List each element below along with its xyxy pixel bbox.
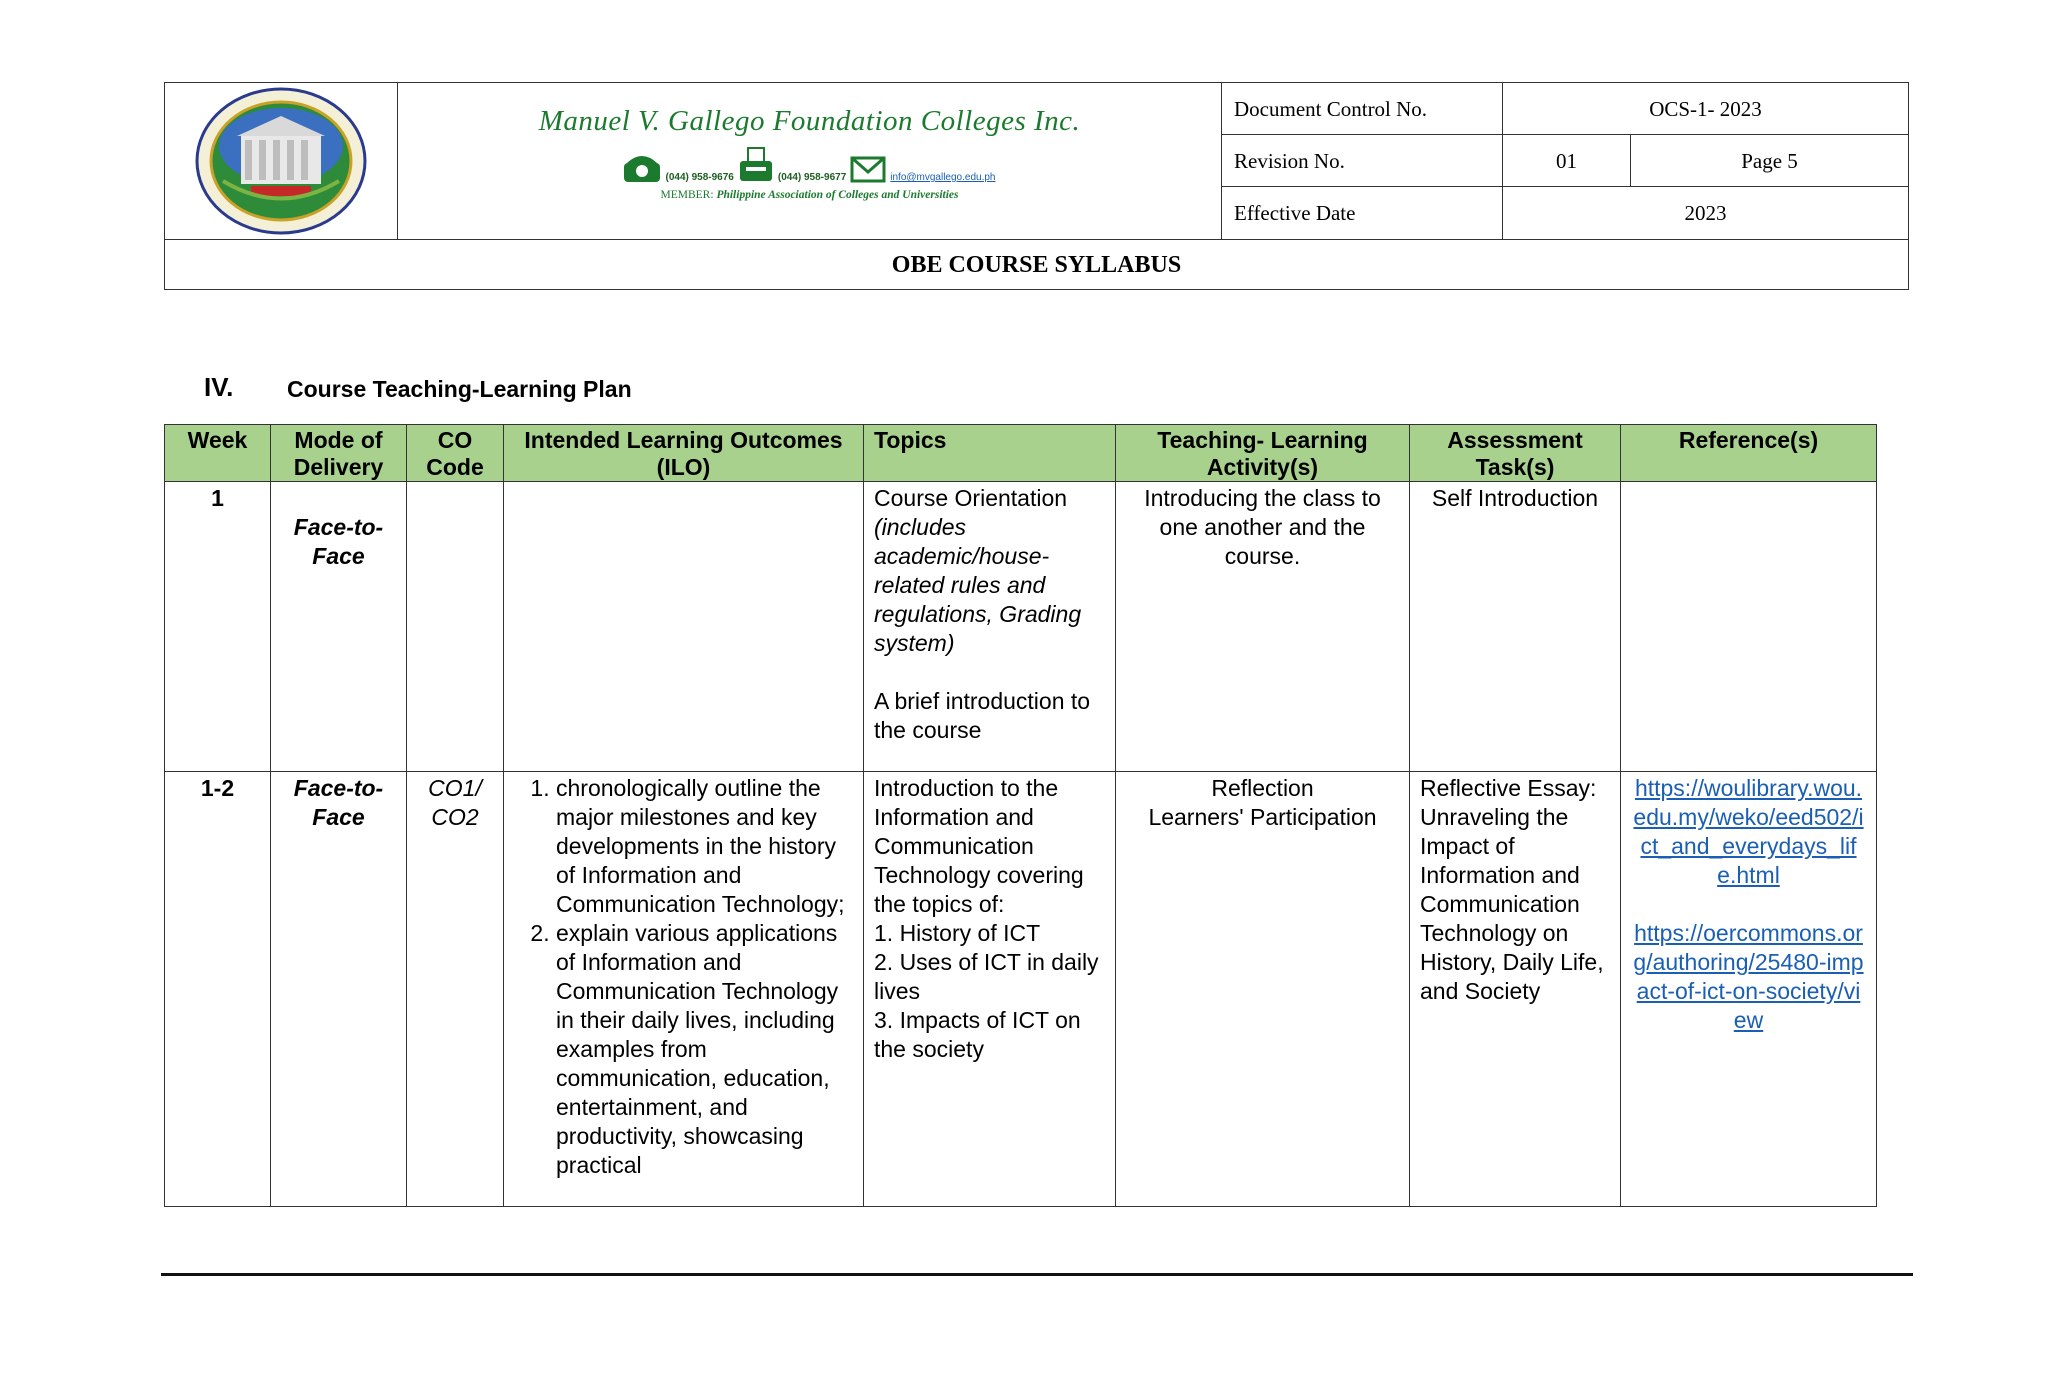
member-organization: Philippine Association of Colleges and Universities [716, 189, 959, 201]
co-code-cell: CO1/ CO2 [407, 772, 504, 1207]
effective-date-value: 2023 [1684, 201, 1727, 225]
activity-cell: Introducing the class to one another and the course. [1116, 482, 1410, 772]
week-cell: 1 [165, 482, 271, 772]
topics-cell [864, 482, 1116, 772]
reference-cell [1621, 772, 1877, 1207]
table-row [165, 482, 1877, 772]
topics-cell [864, 772, 1116, 1207]
contact-row [398, 145, 1221, 183]
topic-list-item: 3. Impacts of ICT on the society [874, 1007, 1081, 1062]
ilo-item: 2. explain various applications of Information and Communication Technology in their daily lives, including examples from communication, education, entertainment, and productivity, showcasing practical [556, 919, 853, 1180]
syllabus-title: OBE COURSE SYLLABUS [165, 239, 1908, 291]
header-ilo: Intended Learning Outcomes (ILO) [504, 425, 864, 482]
teaching-learning-plan-table [164, 424, 1877, 1207]
revision-row [1222, 135, 1908, 187]
assessment-cell: Self Introduction [1410, 482, 1621, 772]
topic-list-item: 1. History of ICT [874, 920, 1041, 946]
ilo-item: 1. chronologically outline the major milestones and key developments in the history of Information and Communication Technology; [556, 774, 853, 919]
membership-line [398, 189, 1221, 201]
mode-cell: Face-to-Face [271, 772, 407, 1207]
week-cell: 1-2 [165, 772, 271, 1207]
topic-list-item: 2. Uses of ICT in daily lives [874, 949, 1099, 1004]
document-header [164, 82, 1909, 290]
header-assessment: Assessment Task(s) [1410, 425, 1621, 482]
reference-link[interactable]: https://woulibrary.wou.edu.my/weko/eed502/ict_and_everydays_life.html [1633, 775, 1864, 888]
topic-note: (includes academic/house-related rules and regulations, Grading system) [874, 514, 1082, 656]
fax-icon [738, 147, 774, 183]
email-link[interactable]: info@mvgallego.edu.ph [890, 172, 996, 183]
phone-icon [623, 149, 661, 183]
revision-label: Revision No. [1222, 135, 1503, 186]
activity-participation: Learners' Participation [1148, 804, 1377, 830]
ilo-list [514, 774, 853, 1180]
mode-cell: Face-to-Face [271, 482, 407, 772]
college-name: Manuel V. Gallego Foundation Colleges Inc. [538, 105, 1081, 137]
mail-icon [850, 155, 886, 183]
logo-cell [165, 83, 398, 239]
assessment-cell: Reflective Essay: Unraveling the Impact of Information and Communication Technology on History, Daily Life, and Society [1410, 772, 1621, 1207]
doc-control-row [1222, 83, 1908, 135]
college-seal-logo [193, 86, 369, 236]
document-control-table [1222, 83, 1908, 239]
activity-reflection: Reflection [1211, 775, 1314, 801]
doc-control-value: OCS-1- 2023 [1649, 97, 1762, 121]
co-code-cell [407, 482, 504, 772]
topic-description: Introduction to the Information and Communication Technology covering the topics of: [874, 775, 1084, 917]
effective-date-label: Effective Date [1222, 187, 1503, 239]
header-activity: Teaching- Learning Activity(s) [1116, 425, 1410, 482]
member-label: MEMBER: [660, 189, 714, 201]
header-mode: Mode of Delivery [271, 425, 407, 482]
header-co-code: CO Code [407, 425, 504, 482]
college-name-cell [398, 83, 1222, 239]
ilo-cell [504, 772, 864, 1207]
header-references: Reference(s) [1621, 425, 1877, 482]
doc-control-label: Document Control No. [1222, 83, 1503, 134]
header-topics: Topics [864, 425, 1116, 482]
activity-cell [1116, 772, 1410, 1207]
fax-number: (044) 958-9677 [777, 172, 847, 183]
section-title: Course Teaching-Learning Plan [287, 376, 632, 402]
effective-date-row [1222, 187, 1908, 239]
page-number: Page 5 [1741, 149, 1798, 173]
footer-divider [161, 1273, 1913, 1276]
ilo-cell [504, 482, 864, 772]
header-week: Week [165, 425, 271, 482]
table-row [165, 772, 1877, 1207]
topic-intro: A brief introduction to the course [874, 688, 1091, 743]
reference-cell [1621, 482, 1877, 772]
reference-link[interactable]: https://oercommons.org/authoring/25480-impact-of-ict-on-society/view [1633, 920, 1864, 1033]
topic-title: Course Orientation [874, 485, 1068, 511]
section-number: IV. [204, 372, 234, 402]
phone-number: (044) 958-9676 [665, 172, 734, 183]
table-header-row [165, 425, 1877, 482]
revision-value: 01 [1503, 135, 1631, 186]
